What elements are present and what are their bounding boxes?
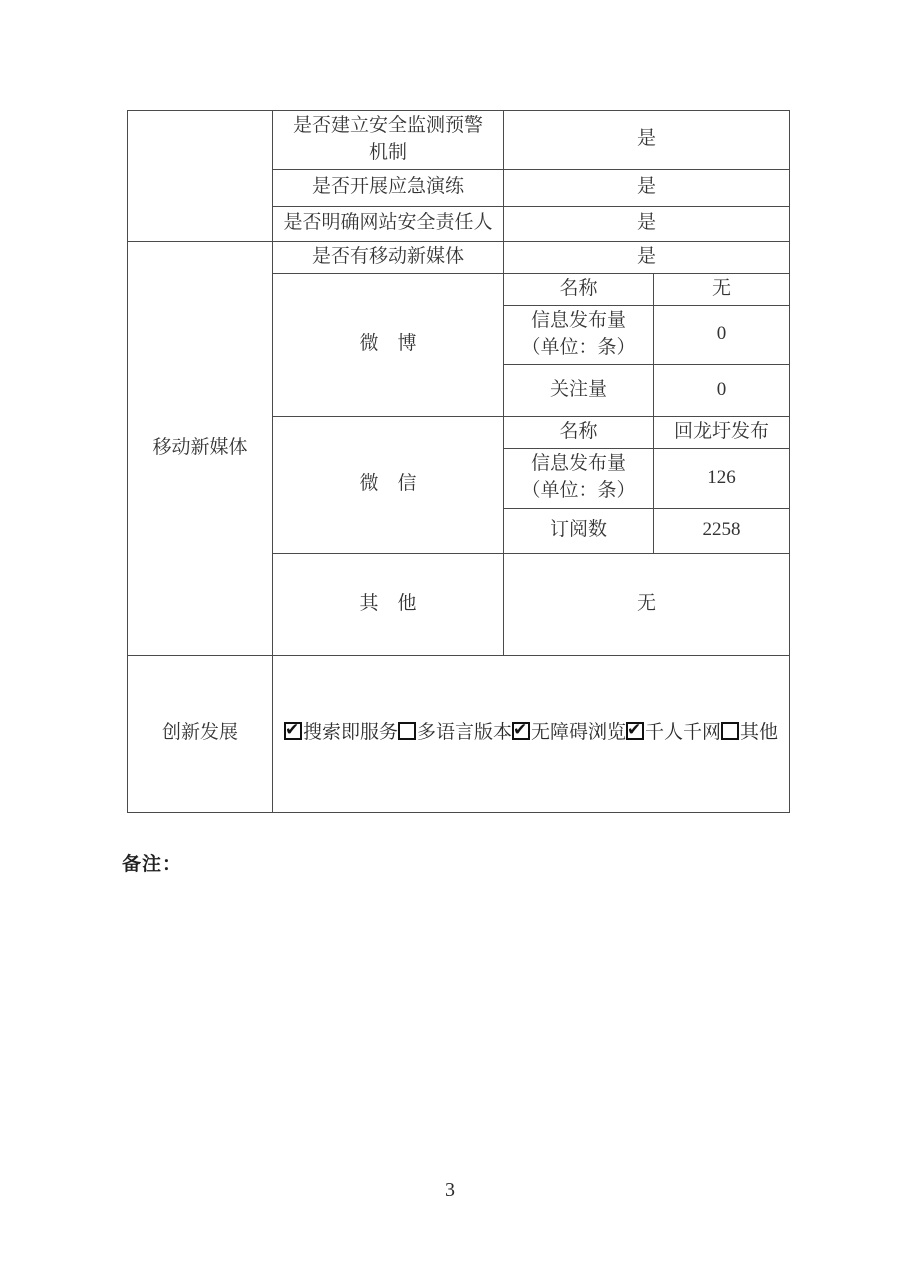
- table-row: [128, 241, 790, 273]
- checkbox-label: 千人千网: [645, 722, 722, 744]
- sub-label-line: 信息发布量: [530, 309, 626, 331]
- innovation-option: [398, 722, 512, 743]
- sub-label-line: 信息发布量: [530, 453, 626, 475]
- sub-label-line: （单位：条）: [521, 336, 636, 358]
- innovation-option: [512, 722, 626, 743]
- innovation-options-cell: [273, 655, 790, 812]
- report-table: [127, 110, 790, 813]
- sub-label: 名称: [504, 273, 654, 305]
- row-label-line: 机制: [368, 141, 407, 163]
- checkbox-label: 无障碍浏览: [531, 722, 627, 744]
- sub-label: [504, 305, 654, 364]
- checkbox-icon: [626, 722, 644, 740]
- row-label: [273, 111, 504, 170]
- sub-label: 名称: [504, 416, 654, 448]
- sub-value: 126: [654, 448, 790, 508]
- sub-value: 无: [654, 273, 790, 305]
- innovation-option: [626, 722, 721, 743]
- row-label: 是否开展应急演练: [273, 169, 504, 206]
- sub-value: 0: [654, 364, 790, 416]
- row-value: 是: [504, 169, 790, 206]
- checkbox-icon: [284, 722, 302, 740]
- table-row: [128, 655, 790, 812]
- checkbox-icon: [398, 722, 416, 740]
- innovation-options: [277, 720, 785, 747]
- group-cell-wechat: 微 信: [273, 416, 504, 553]
- section-cell-empty: [128, 111, 273, 242]
- sub-label: 订阅数: [504, 508, 654, 553]
- row-label-line: 是否建立安全监测预警: [292, 115, 483, 136]
- row-label: 其 他: [273, 553, 504, 655]
- notes-label: 备注：: [122, 854, 183, 875]
- sub-value: 2258: [654, 508, 790, 553]
- sub-value: 回龙圩发布: [654, 416, 790, 448]
- sub-label: 关注量: [504, 364, 654, 416]
- row-label: 是否有移动新媒体: [273, 241, 504, 273]
- row-value: 无: [504, 553, 790, 655]
- checkbox-icon: [721, 722, 739, 740]
- sub-label: [504, 448, 654, 508]
- innovation-option: [721, 722, 778, 743]
- checkbox-label: 多语言版本: [416, 722, 512, 744]
- checkbox-icon: [512, 722, 530, 740]
- page-number: 3: [445, 1179, 455, 1201]
- sub-label-line: （单位：条）: [521, 480, 636, 502]
- section-cell-mobile-media: 移动新媒体: [128, 241, 273, 655]
- group-cell-weibo: 微 博: [273, 273, 504, 416]
- row-value: 是: [504, 206, 790, 241]
- row-value: 是: [504, 111, 790, 170]
- sub-value: 0: [654, 305, 790, 364]
- innovation-option: [284, 722, 398, 743]
- table-row: [128, 111, 790, 170]
- checkbox-label: 其他: [740, 722, 779, 744]
- row-value: 是: [504, 241, 790, 273]
- row-label: 是否明确网站安全责任人: [273, 206, 504, 241]
- section-cell-innovation: 创新发展: [128, 655, 273, 812]
- checkbox-label: 搜索即服务: [302, 722, 398, 744]
